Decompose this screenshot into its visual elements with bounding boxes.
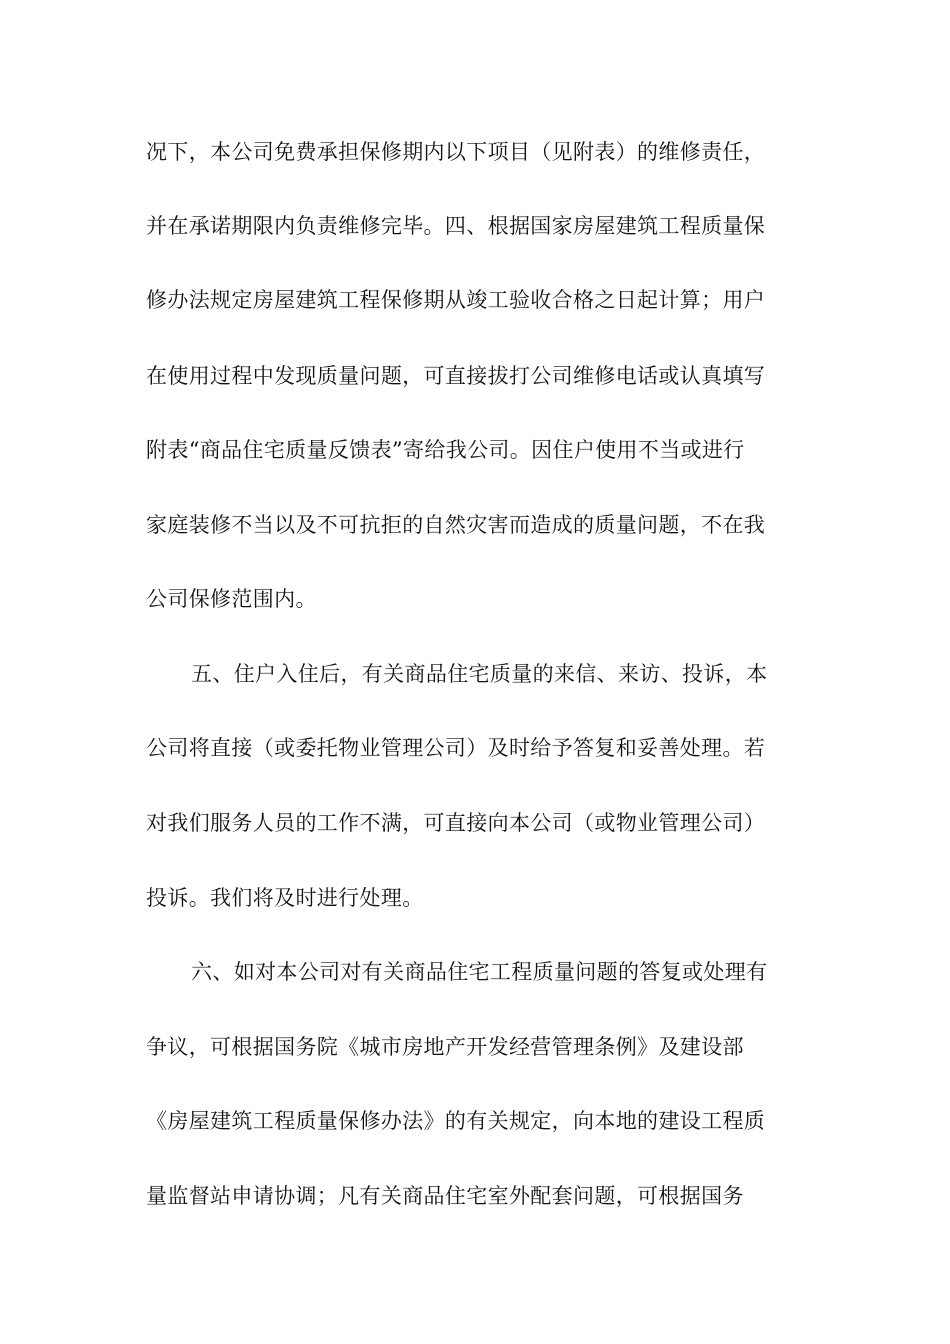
text-line: 对我们服务人员的工作不满，可直接向本公司（或物业管理公司） xyxy=(146,811,766,835)
text-line: 《房屋建筑工程质量保修办法》的有关规定，向本地的建设工程质 xyxy=(146,1109,766,1133)
text-line: 公司将直接（或委托物业管理公司）及时给予答复和妥善处理。若 xyxy=(146,736,766,760)
text-line: 在使用过程中发现质量问题，可直接拔打公司维修电话或认真填写 xyxy=(146,364,766,388)
text-line: 公司保修范围内。 xyxy=(146,587,317,611)
text-line: 家庭装修不当以及不可抗拒的自然灾害而造成的质量问题，不在我 xyxy=(146,513,766,537)
paragraph-first-line: 五、住户入住后，有关商品住宅质量的来信、来访、投诉，本 xyxy=(191,662,768,686)
text-line: 投诉。我们将及时进行处理。 xyxy=(146,886,424,910)
text-line: 并在承诺期限内负责维修完毕。四、根据国家房屋建筑工程质量保 xyxy=(146,214,766,238)
text-line: 修办法规定房屋建筑工程保修期从竣工验收合格之日起计算；用户 xyxy=(146,288,766,312)
text-line: 附表“商品住宅质量反馈表”寄给我公司。因住户使用不当或进行 xyxy=(146,438,745,462)
text-line: 争议，可根据国务院《城市房地产开发经营管理条例》及建设部 xyxy=(146,1035,744,1059)
text-line: 况下，本公司免费承担保修期内以下项目（见附表）的维修责任， xyxy=(146,140,766,164)
text-line: 量监督站申请协调；凡有关商品住宅室外配套问题，可根据国务 xyxy=(146,1184,744,1208)
paragraph-first-line: 六、如对本公司对有关商品住宅工程质量问题的答复或处理有 xyxy=(191,960,768,984)
